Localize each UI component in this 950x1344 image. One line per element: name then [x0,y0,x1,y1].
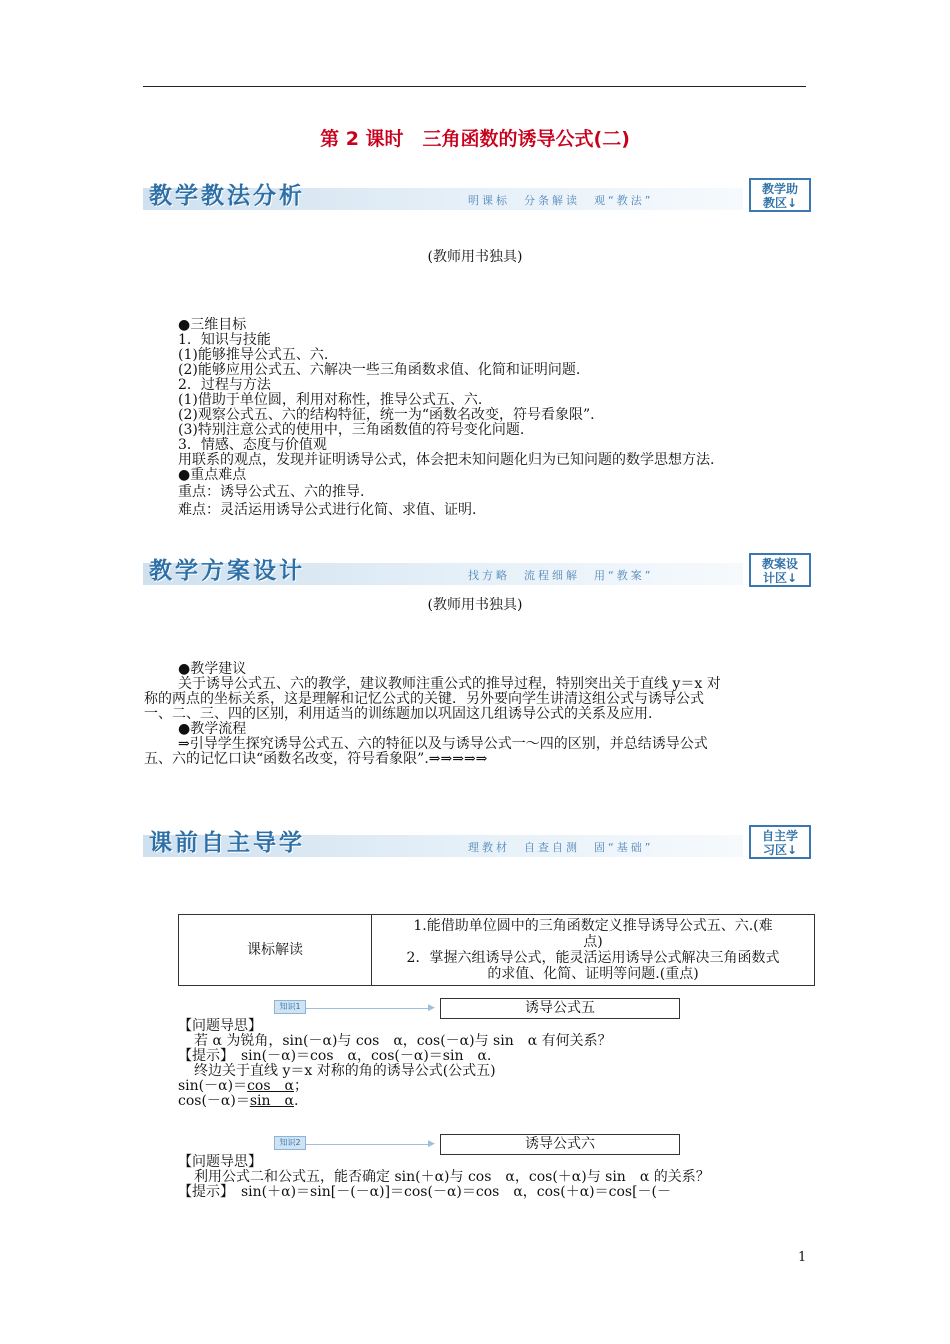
question-text: 若 α 为锐角，sin(－α)与 cos α，cos(－α)与 sin α 有何关系？ [194,1033,612,1049]
standards-label: 课标解读 [179,915,372,986]
knowledge-tab-line [306,1008,431,1009]
objectives-line: ●三维目标 [178,317,247,333]
formula-line [178,1094,810,1109]
objectives-line: 3．情感、态度与价值观 [178,437,327,453]
suggest-line: 一、二、三、四的区别，利用适当的训练题加以巩固这几组诱导公式的关系及应用. [144,706,653,722]
objectives-line: (1)能够推导公式五、六. [178,347,329,363]
knowledge-header-1 [272,998,680,1018]
knowledge-tab-area [272,998,439,1018]
banner-tag-line: 计区↓ [762,571,798,585]
banner-tag-line: 教学助 [761,182,798,196]
standards-content [372,915,815,986]
header-rule [143,86,806,87]
teaching-block [144,661,810,767]
banner-tag [749,553,811,587]
formula-end: . [293,1093,299,1109]
knowledge-tab: 知识1 [274,1000,306,1014]
objectives-line: (2)观察公式五、六的结构特征，统一为“函数名改变，符号看象限”. [178,407,595,423]
objectives-line: 重点：诱导公式五、六的推导. [178,484,365,500]
knowledge-title: 诱导公式六 [440,1134,680,1155]
suggest-line: 关于诱导公式五、六的教学，建议教师注重公式的推导过程，特别突出关于直线 y＝x 对 [178,676,721,692]
formula-lhs: cos(－α)＝ [178,1093,250,1109]
formula-answer: cos α [247,1078,294,1094]
banner-tag [749,825,811,859]
banner-tag-line: 自主学 [761,829,798,843]
banner-title: 教学教法分析 [149,183,305,209]
objectives-line: 2．过程与方法 [178,377,271,393]
hint-text: 【提示】 sin(＋α)＝sin[－(－α)]＝cos(－α)＝cos α，cos(＋α)＝cos[－(－ [178,1184,671,1200]
section-banner-teaching-analysis [143,178,813,212]
question-heading: 【问题导思】 [178,1154,262,1170]
hint-text: 【提示】 sin(－α)＝cos α，cos(－α)＝sin α. [178,1048,492,1064]
standards-line: 1.能借助单位圆中的三角函数定义推导诱导公式五、六.(难 [413,918,773,934]
banner-tag-line: 教案设 [761,557,798,571]
arrow-right-icon: ▶ [428,1139,435,1149]
question-heading: 【问题导思】 [178,1018,262,1034]
question-text: 利用公式二和公式五，能否确定 sin(＋α)与 cos α，cos(＋α)与 sin α 的关系？ [194,1169,710,1185]
banner-subtitle: 找方略 流程细解 用“教案” [468,569,654,582]
flow-heading: ●教学流程 [178,721,247,737]
standards-line: 的求值、化简、证明等问题.(重点) [487,966,699,982]
formula-answer: sin α [249,1093,294,1109]
knowledge-tab-area [272,1134,439,1154]
knowledge-title: 诱导公式五 [440,998,680,1019]
objectives-line: ●重点难点 [178,467,247,483]
objectives-line: 用联系的观点，发现并证明诱导公式，体会把未知问题化归为已知问题的数学思想方法. [178,452,715,468]
standards-line: 点) [583,934,603,950]
knowledge-tab-line [306,1144,431,1145]
suggest-heading: ●教学建议 [178,661,247,677]
banner-tag [749,178,811,212]
objectives-line: (2)能够应用公式五、六解决一些三角函数求值、化简和证明问题. [178,362,581,378]
section-banner-teaching-plan [143,553,813,587]
formula-lhs: sin(－α)＝ [178,1078,248,1094]
knowledge-tab: 知识2 [274,1136,306,1150]
objectives-block [178,318,810,519]
flow-line: ⇒引导学生探究诱导公式五、六的特征以及与诱导公式一～四的区别，并总结诱导公式 [178,736,708,752]
standards-table [178,914,815,986]
suggest-line: 称的两点的坐标关系，这是理解和记忆公式的关键．另外要向学生讲清这组公式与诱导公式 [144,691,704,707]
arrow-right-icon: ▶ [428,1003,435,1013]
objectives-line: 难点：灵活运用诱导公式进行化简、求值、证明. [178,502,477,518]
formula-end: ； [293,1078,308,1094]
knowledge-header-2 [272,1134,680,1154]
teacher-note: (教师用书独具) [427,597,523,613]
teacher-note: (教师用书独具) [427,249,523,265]
banner-subtitle: 明课标 分条解读 观“教法” [468,194,654,207]
page-number: 1 [798,1250,807,1265]
knowledge2-block [178,1155,818,1200]
objectives-line: (3)特别注意公式的使用中，三角函数值的符号变化问题. [178,422,525,438]
standards-line: 2．掌握六组诱导公式，能灵活运用诱导公式解决三角函数式 [406,950,780,966]
banner-subtitle: 理教材 自查自测 固“基础” [468,841,654,854]
banner-tag-line: 教区↓ [762,196,798,210]
page-title: 第 2 课时 三角函数的诱导公式(二) [320,128,630,150]
section-banner-self-study [143,825,813,859]
banner-tag-line: 习区↓ [762,843,798,857]
banner-title: 课前自主导学 [149,830,305,856]
objectives-line: (1)借助于单位圆，利用对称性，推导公式五、六. [178,392,483,408]
formula-description: 终边关于直线 y＝x 对称的角的诱导公式(公式五) [194,1063,496,1079]
formula-line [178,1079,810,1094]
banner-title: 教学方案设计 [149,558,305,584]
flow-line: 五、六的记忆口诀“函数名改变，符号看象限”.⇒⇒⇒⇒⇒ [144,751,488,767]
knowledge1-block [178,1019,810,1109]
objectives-line: 1．知识与技能 [178,332,271,348]
